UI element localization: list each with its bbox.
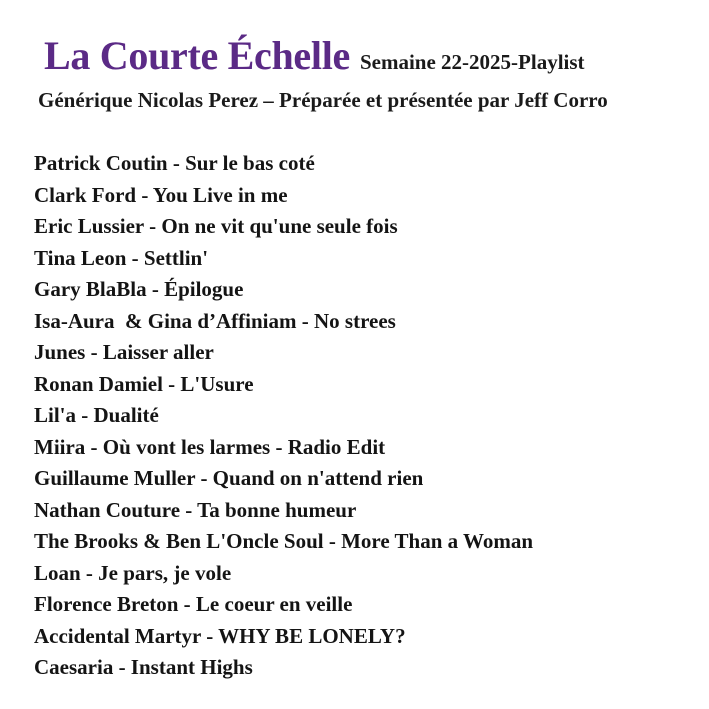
track-item: Isa-Aura & Gina d’Affiniam - No strees <box>34 308 396 333</box>
track-item: Tina Leon - Settlin' <box>34 245 209 270</box>
track-item: Junes - Laisser aller <box>34 340 214 364</box>
track-item: Patrick Coutin - Sur le bas coté <box>34 151 315 175</box>
track-list <box>34 148 533 684</box>
track-item: Guillaume Muller - Quand on n'attend rien <box>34 466 424 490</box>
track-item: Florence Breton - Le coeur en veille <box>34 592 353 616</box>
track-item: Gary BlaBla - Épilogue <box>34 277 244 301</box>
track-item: Accidental Martyr - WHY BE LONELY? <box>34 623 406 648</box>
track-item: Caesaria - Instant Highs <box>34 655 253 679</box>
track-item: Loan - Je pars, je vole <box>34 560 232 585</box>
track-item: Miira - Où vont les larmes - Radio Edit <box>34 434 386 459</box>
title-line <box>44 34 585 78</box>
track-item: Ronan Damiel - L'Usure <box>34 371 254 396</box>
show-title: La Courte Échelle <box>44 33 350 78</box>
playlist-header <box>44 34 585 78</box>
track-item: Nathan Couture - Ta bonne humeur <box>34 497 357 522</box>
week-label: Semaine 22-2025-Playlist <box>359 50 585 74</box>
track-item: Eric Lussier - On ne vit qu'une seule fois <box>34 214 398 238</box>
track-item: Clark Ford - You Live in me <box>34 182 288 207</box>
track-item: The Brooks & Ben L'Oncle Soul - More Than a Woman <box>34 529 534 553</box>
track-item: Lil'a - Dualité <box>34 403 159 427</box>
credits-line: Générique Nicolas Perez – Préparée et présentée par Jeff Corro <box>38 88 608 112</box>
